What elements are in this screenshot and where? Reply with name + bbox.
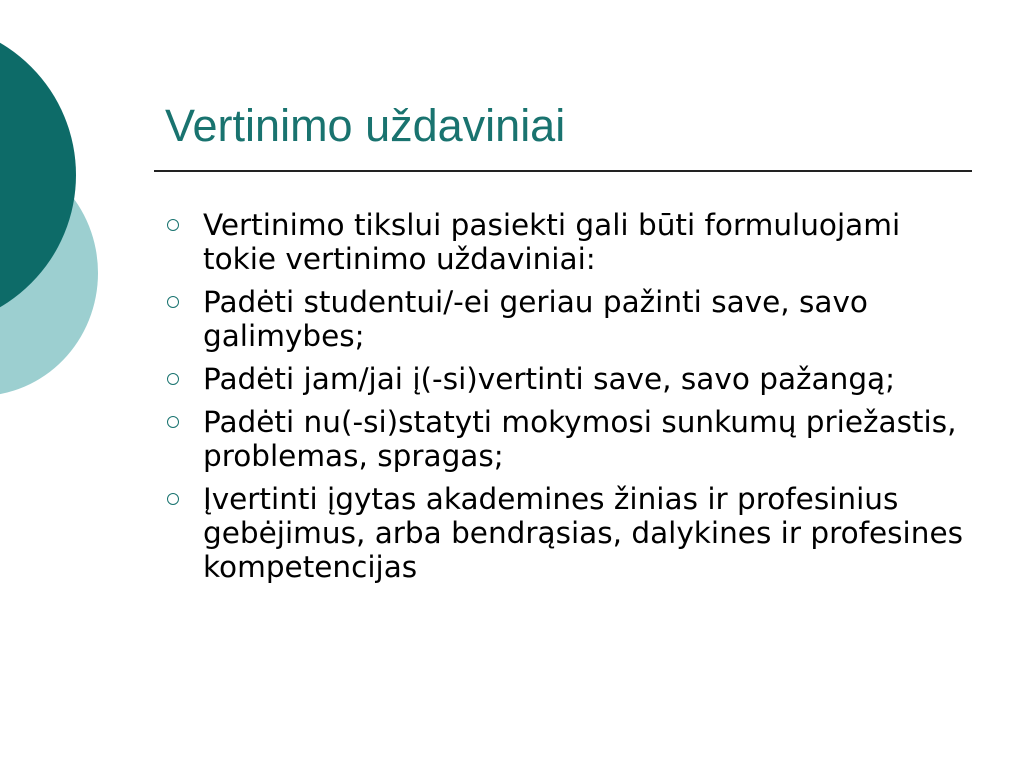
bullet-circle-icon xyxy=(167,219,179,231)
bullet-circle-icon xyxy=(167,373,179,385)
slide-title: Vertinimo uždaviniai xyxy=(165,100,566,151)
bullet-item xyxy=(167,208,967,276)
bullet-item xyxy=(167,405,967,473)
bullet-circle-icon xyxy=(167,493,179,505)
bullet-text: Įvertinti įgytas akademines žinias ir profesinius gebėjimus, arba bendrąsias, dalykines ir profesines kompetencijas xyxy=(203,482,963,584)
bullet-text: Padėti studentui/-ei geriau pažinti save, savo galimybes; xyxy=(203,285,868,353)
bullet-circle-icon xyxy=(167,296,179,308)
bullet-list xyxy=(167,208,967,593)
bullet-item xyxy=(167,482,967,584)
bullet-item xyxy=(167,285,967,353)
title-divider xyxy=(154,170,972,172)
bullet-text: Padėti jam/jai į(-si)vertinti save, savo pažangą; xyxy=(203,362,896,396)
bullet-item xyxy=(167,362,967,396)
bullet-text: Padėti nu(-si)statyti mokymosi sunkumų priežastis, problemas, spragas; xyxy=(203,405,957,473)
bullet-circle-icon xyxy=(167,416,179,428)
bullet-text: Vertinimo tikslui pasiekti gali būti formuluojami tokie vertinimo uždaviniai: xyxy=(203,208,901,276)
